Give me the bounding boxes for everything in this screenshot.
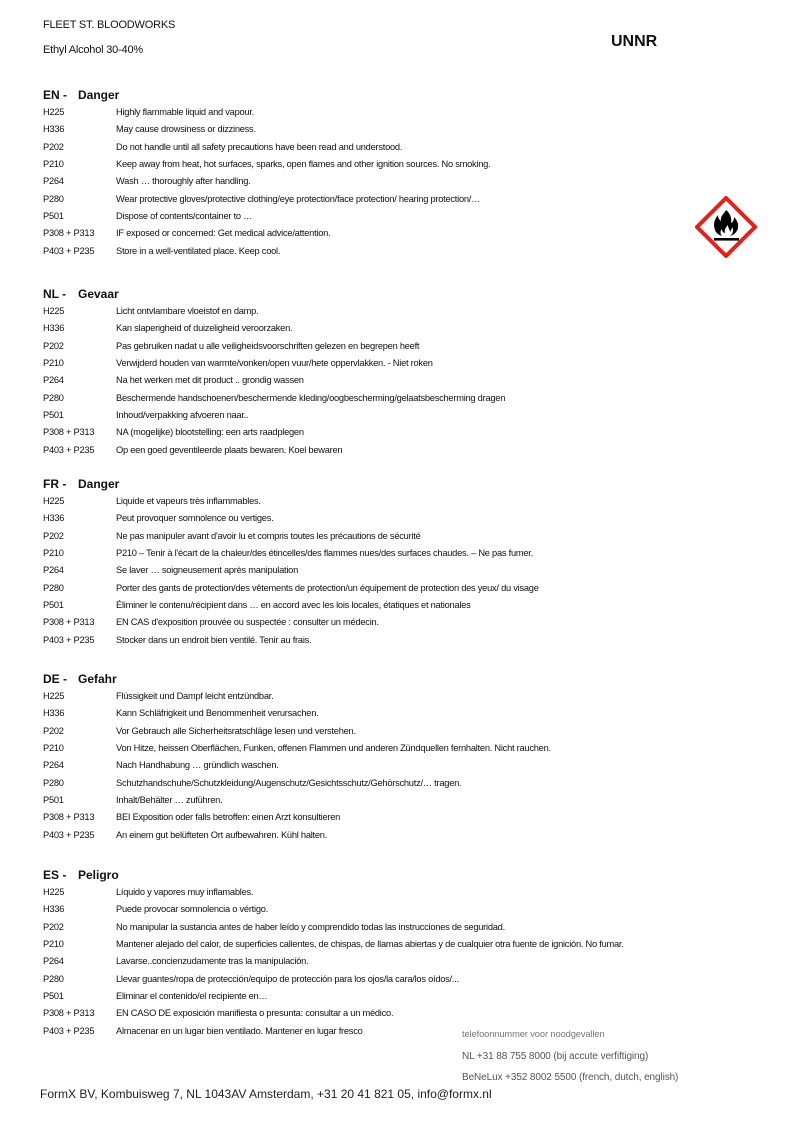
- statement-row: [43, 208, 490, 225]
- statement-row: [43, 809, 551, 826]
- statement-text: Schutzhandschuhe/Schutzkleidung/Augenschutz/Gesichtsschutz/Gehörschutz/… tragen.: [116, 777, 462, 788]
- statement-code: P308 + P313: [43, 812, 95, 823]
- statement-text: Inhalt/Behälter … zuführen.: [116, 795, 223, 806]
- statement-row: [43, 173, 490, 190]
- statement-code: P202: [43, 725, 64, 736]
- statement-row: [43, 493, 539, 510]
- signal-word: Gefahr: [78, 672, 117, 686]
- statement-row: [43, 338, 505, 355]
- emergency-phone-benelux: BeNeLux +352 8002 5500 (french, dutch, english): [462, 1072, 679, 1083]
- emergency-phone-nl: NL +31 88 755 8000 (bij accute verfiftiging): [462, 1051, 649, 1062]
- language-code: NL -: [43, 287, 67, 301]
- statement-row: [43, 303, 505, 320]
- statement-code: H336: [43, 323, 65, 334]
- statement-row: [43, 225, 490, 242]
- statement-row: [43, 355, 505, 372]
- statement-code: P280: [43, 392, 64, 403]
- company-name: FLEET ST. BLOODWORKS: [43, 19, 176, 31]
- statement-code: H225: [43, 887, 65, 897]
- statement-row: [43, 320, 505, 337]
- statement-row: [43, 424, 505, 441]
- statement-text: Almacenar en un lugar bien ventilado. Mantener en lugar fresco: [116, 1025, 363, 1036]
- statement-text: Licht ontvlambare vloeistof en damp.: [116, 306, 259, 316]
- statement-code: P501: [43, 211, 64, 222]
- statement-text: Do not handle until all safety precautions have been read and understood.: [116, 141, 403, 152]
- statement-row: [43, 243, 490, 260]
- statement-code: P280: [43, 777, 64, 788]
- language-code: ES -: [43, 868, 67, 882]
- statement-text: Eliminar el contenido/el recipiente en…: [116, 991, 268, 1002]
- statement-row: [43, 936, 624, 953]
- statement-row: [43, 740, 551, 757]
- statement-code: P501: [43, 600, 64, 611]
- statement-row: [43, 191, 490, 208]
- statement-text: Líquido y vapores muy inflamables.: [116, 887, 254, 897]
- statement-text: Na het werken met dit product .. grondig wassen: [116, 375, 304, 386]
- statement-row: [43, 919, 624, 936]
- statement-code: H225: [43, 306, 65, 316]
- statement-code: P264: [43, 375, 64, 386]
- statement-text: Inhoud/verpakking afvoeren naar..: [116, 410, 249, 421]
- statement-text: Nach Handhabung … gründlich waschen.: [116, 760, 279, 771]
- statement-text: Von Hitze, heissen Oberflächen, Funken, offenen Flammen und anderen Zündquellen fernhalten. Nicht rauchen.: [116, 743, 551, 754]
- statement-text: May cause drowsiness or dizziness.: [116, 124, 256, 135]
- section-header: [43, 866, 624, 884]
- section-header: [43, 285, 505, 303]
- statement-code: P308 + P313: [43, 617, 95, 628]
- statement-text: Llevar guantes/ropa de protección/equipo de protección para los ojos/la cara/los oídos/...: [116, 973, 459, 984]
- statement-text: Highly flammable liquid and vapour.: [116, 107, 255, 117]
- statement-code: P403 + P235: [43, 444, 95, 455]
- statement-text: Flüssigkeit und Dampf leicht entzündbar.: [116, 691, 274, 701]
- statement-row: [43, 156, 490, 173]
- statement-text: Op een goed geventileerde plaats bewaren. Koel bewaren: [116, 444, 343, 455]
- statement-code: H336: [43, 708, 65, 719]
- statement-row: [43, 953, 624, 970]
- product-name: Ethyl Alcohol 30-40%: [43, 44, 143, 56]
- statement-code: P210: [43, 358, 64, 369]
- section-de: [43, 670, 551, 844]
- statement-code: P280: [43, 582, 64, 593]
- statement-row: [43, 614, 539, 631]
- statement-code: P202: [43, 141, 64, 152]
- statement-code: P403 + P235: [43, 829, 95, 840]
- statement-code: H225: [43, 496, 65, 506]
- statement-text: Wear protective gloves/protective clothing/eye protection/face protection/ hearing protection/…: [116, 193, 481, 204]
- statement-row: [43, 372, 505, 389]
- statement-code: P210: [43, 548, 64, 559]
- statement-row: [43, 705, 551, 722]
- statement-row: [43, 390, 505, 407]
- statement-code: P210: [43, 159, 64, 170]
- statement-text: Puede provocar somnolencia o vértigo.: [116, 904, 268, 915]
- statement-code: P264: [43, 565, 64, 576]
- statement-code: P403 + P235: [43, 1025, 95, 1036]
- statement-code: P501: [43, 795, 64, 806]
- statement-row: [43, 580, 539, 597]
- statement-text: Peut provoquer somnolence ou vertiges.: [116, 513, 274, 524]
- statement-text: Beschermende handschoenen/beschermende kleding/oogbescherming/gelaatsbescherming dragen: [116, 392, 506, 403]
- signal-word: Danger: [78, 477, 120, 491]
- statement-code: H225: [43, 691, 65, 701]
- statement-row: [43, 139, 490, 156]
- statement-row: [43, 827, 551, 844]
- statement-text: Store in a well-ventilated place. Keep cool.: [116, 245, 281, 256]
- statement-text: Stocker dans un endroit bien ventilé. Tenir au frais.: [116, 634, 312, 645]
- language-code: EN -: [43, 88, 67, 102]
- statement-text: Kann Schläfrigkeit und Benommenheit verursachen.: [116, 708, 319, 719]
- statement-text: Keep away from heat, hot surfaces, sparks, open flames and other ignition sources. No smoking.: [116, 159, 491, 170]
- statement-row: [43, 901, 624, 918]
- statement-code: P210: [43, 939, 64, 950]
- statement-text: Ne pas manipuler avant d'avoir lu et compris toutes les précautions de sécurité: [116, 530, 421, 541]
- un-number: UNNR: [611, 33, 658, 50]
- section-header: [43, 475, 539, 493]
- section-fr: [43, 475, 539, 649]
- statement-code: P280: [43, 973, 64, 984]
- statement-text: Kan slaperigheid of duizeligheid veroorzaken.: [116, 323, 293, 334]
- statement-row: [43, 688, 551, 705]
- statement-code: H336: [43, 513, 65, 524]
- statement-code: P308 + P313: [43, 1008, 95, 1019]
- flame-base-line: [714, 238, 739, 241]
- statement-row: [43, 510, 539, 527]
- flame-pictogram-icon: [695, 196, 757, 258]
- statement-text: Éliminer le contenu/récipient dans … en accord avec les lois locales, étatiques et nationales: [116, 600, 471, 611]
- statement-text: Wash … thoroughly after handling.: [116, 176, 251, 187]
- statement-text: P210 – Tenir à l'écart de la chaleur/des étincelles/des flammes nues/des surfaces chaudes. – Ne pas fumer.: [116, 548, 533, 559]
- statement-code: P264: [43, 760, 64, 771]
- statement-text: Mantener alejado del calor, de superficies calientes, de chispas, de llamas abiertas y de cualquier otra fuente de ignición. No fumar.: [116, 939, 624, 950]
- statement-text: Liquide et vapeurs très inflammables.: [116, 496, 261, 506]
- statement-text: IF exposed or concerned: Get medical advice/attention.: [116, 228, 331, 239]
- statement-row: [43, 407, 505, 424]
- statement-code: P403 + P235: [43, 634, 95, 645]
- section-header: [43, 670, 551, 688]
- statement-row: [43, 723, 551, 740]
- statement-text: Dispose of contents/container to …: [116, 211, 253, 222]
- statement-code: P264: [43, 176, 64, 187]
- statement-code: P501: [43, 991, 64, 1002]
- statement-code: P202: [43, 530, 64, 541]
- statement-row: [43, 792, 551, 809]
- statement-code: P308 + P313: [43, 228, 95, 239]
- statement-text: No manipular la sustancia antes de haber leído y comprendido todas las instrucciones de seguridad.: [116, 921, 505, 932]
- statement-row: [43, 757, 551, 774]
- emergency-title: telefoonnummer voor noodgevallen: [462, 1029, 605, 1039]
- statement-row: [43, 971, 624, 988]
- footer-address: FormX BV, Kombuisweg 7, NL 1043AV Amsterdam, +31 20 41 821 05, info@formx.nl: [40, 1087, 492, 1101]
- statement-text: Vor Gebrauch alle Sicherheitsratschläge lesen und verstehen.: [116, 725, 356, 736]
- statement-row: [43, 632, 539, 649]
- statement-row: [43, 545, 539, 562]
- statement-code: P264: [43, 956, 64, 967]
- statement-text: Pas gebruiken nadat u alle veiligheidsvoorschriften gelezen en begrepen heeft: [116, 340, 420, 351]
- statement-row: [43, 1005, 624, 1022]
- statement-text: BEI Exposition oder falls betroffen: einen Arzt konsultieren: [116, 812, 341, 823]
- statement-text: Verwijderd houden van warmte/vonken/open vuur/hete oppervlakken. - Niet roken: [116, 358, 433, 369]
- statement-row: [43, 528, 539, 545]
- statement-text: EN CASO DE exposición manifiesta o presunta: consultar a un médico.: [116, 1008, 394, 1019]
- statement-text: An einem gut belüfteten Ort aufbewahren. Kühl halten.: [116, 829, 328, 840]
- statement-row: [43, 775, 551, 792]
- statement-text: Lavarse..concienzudamente tras la manipulación.: [116, 956, 309, 967]
- statement-text: Porter des gants de protection/des vêtements de protection/un équipement de protection des yeux/ du visage: [116, 582, 539, 593]
- section-es: [43, 866, 624, 1040]
- statement-row: [43, 597, 539, 614]
- signal-word: Gevaar: [78, 287, 119, 301]
- statement-code: P202: [43, 340, 64, 351]
- statement-code: P308 + P313: [43, 427, 95, 438]
- statement-code: P501: [43, 410, 64, 421]
- statement-code: H225: [43, 107, 65, 117]
- statement-row: [43, 988, 624, 1005]
- statement-code: P202: [43, 921, 64, 932]
- statement-text: Se laver … soigneusement après manipulation: [116, 565, 299, 576]
- statement-code: H336: [43, 124, 65, 135]
- section-nl: [43, 285, 505, 459]
- language-code: FR -: [43, 477, 67, 491]
- language-code: DE -: [43, 672, 67, 686]
- statement-row: [43, 442, 505, 459]
- statement-row: [43, 121, 490, 138]
- section-en: [43, 86, 490, 260]
- statement-code: P403 + P235: [43, 245, 95, 256]
- statement-row: [43, 562, 539, 579]
- signal-word: Danger: [78, 88, 120, 102]
- statement-text: EN CAS d'exposition prouvée ou suspectée : consulter un médecin.: [116, 617, 379, 628]
- statement-code: P210: [43, 743, 64, 754]
- section-header: [43, 86, 490, 104]
- statement-code: H336: [43, 904, 65, 915]
- statement-code: P280: [43, 193, 64, 204]
- statement-row: [43, 884, 624, 901]
- signal-word: Peligro: [78, 868, 119, 882]
- statement-text: NA (mogelijke) blootstelling: een arts raadplegen: [116, 427, 304, 438]
- statement-row: [43, 104, 490, 121]
